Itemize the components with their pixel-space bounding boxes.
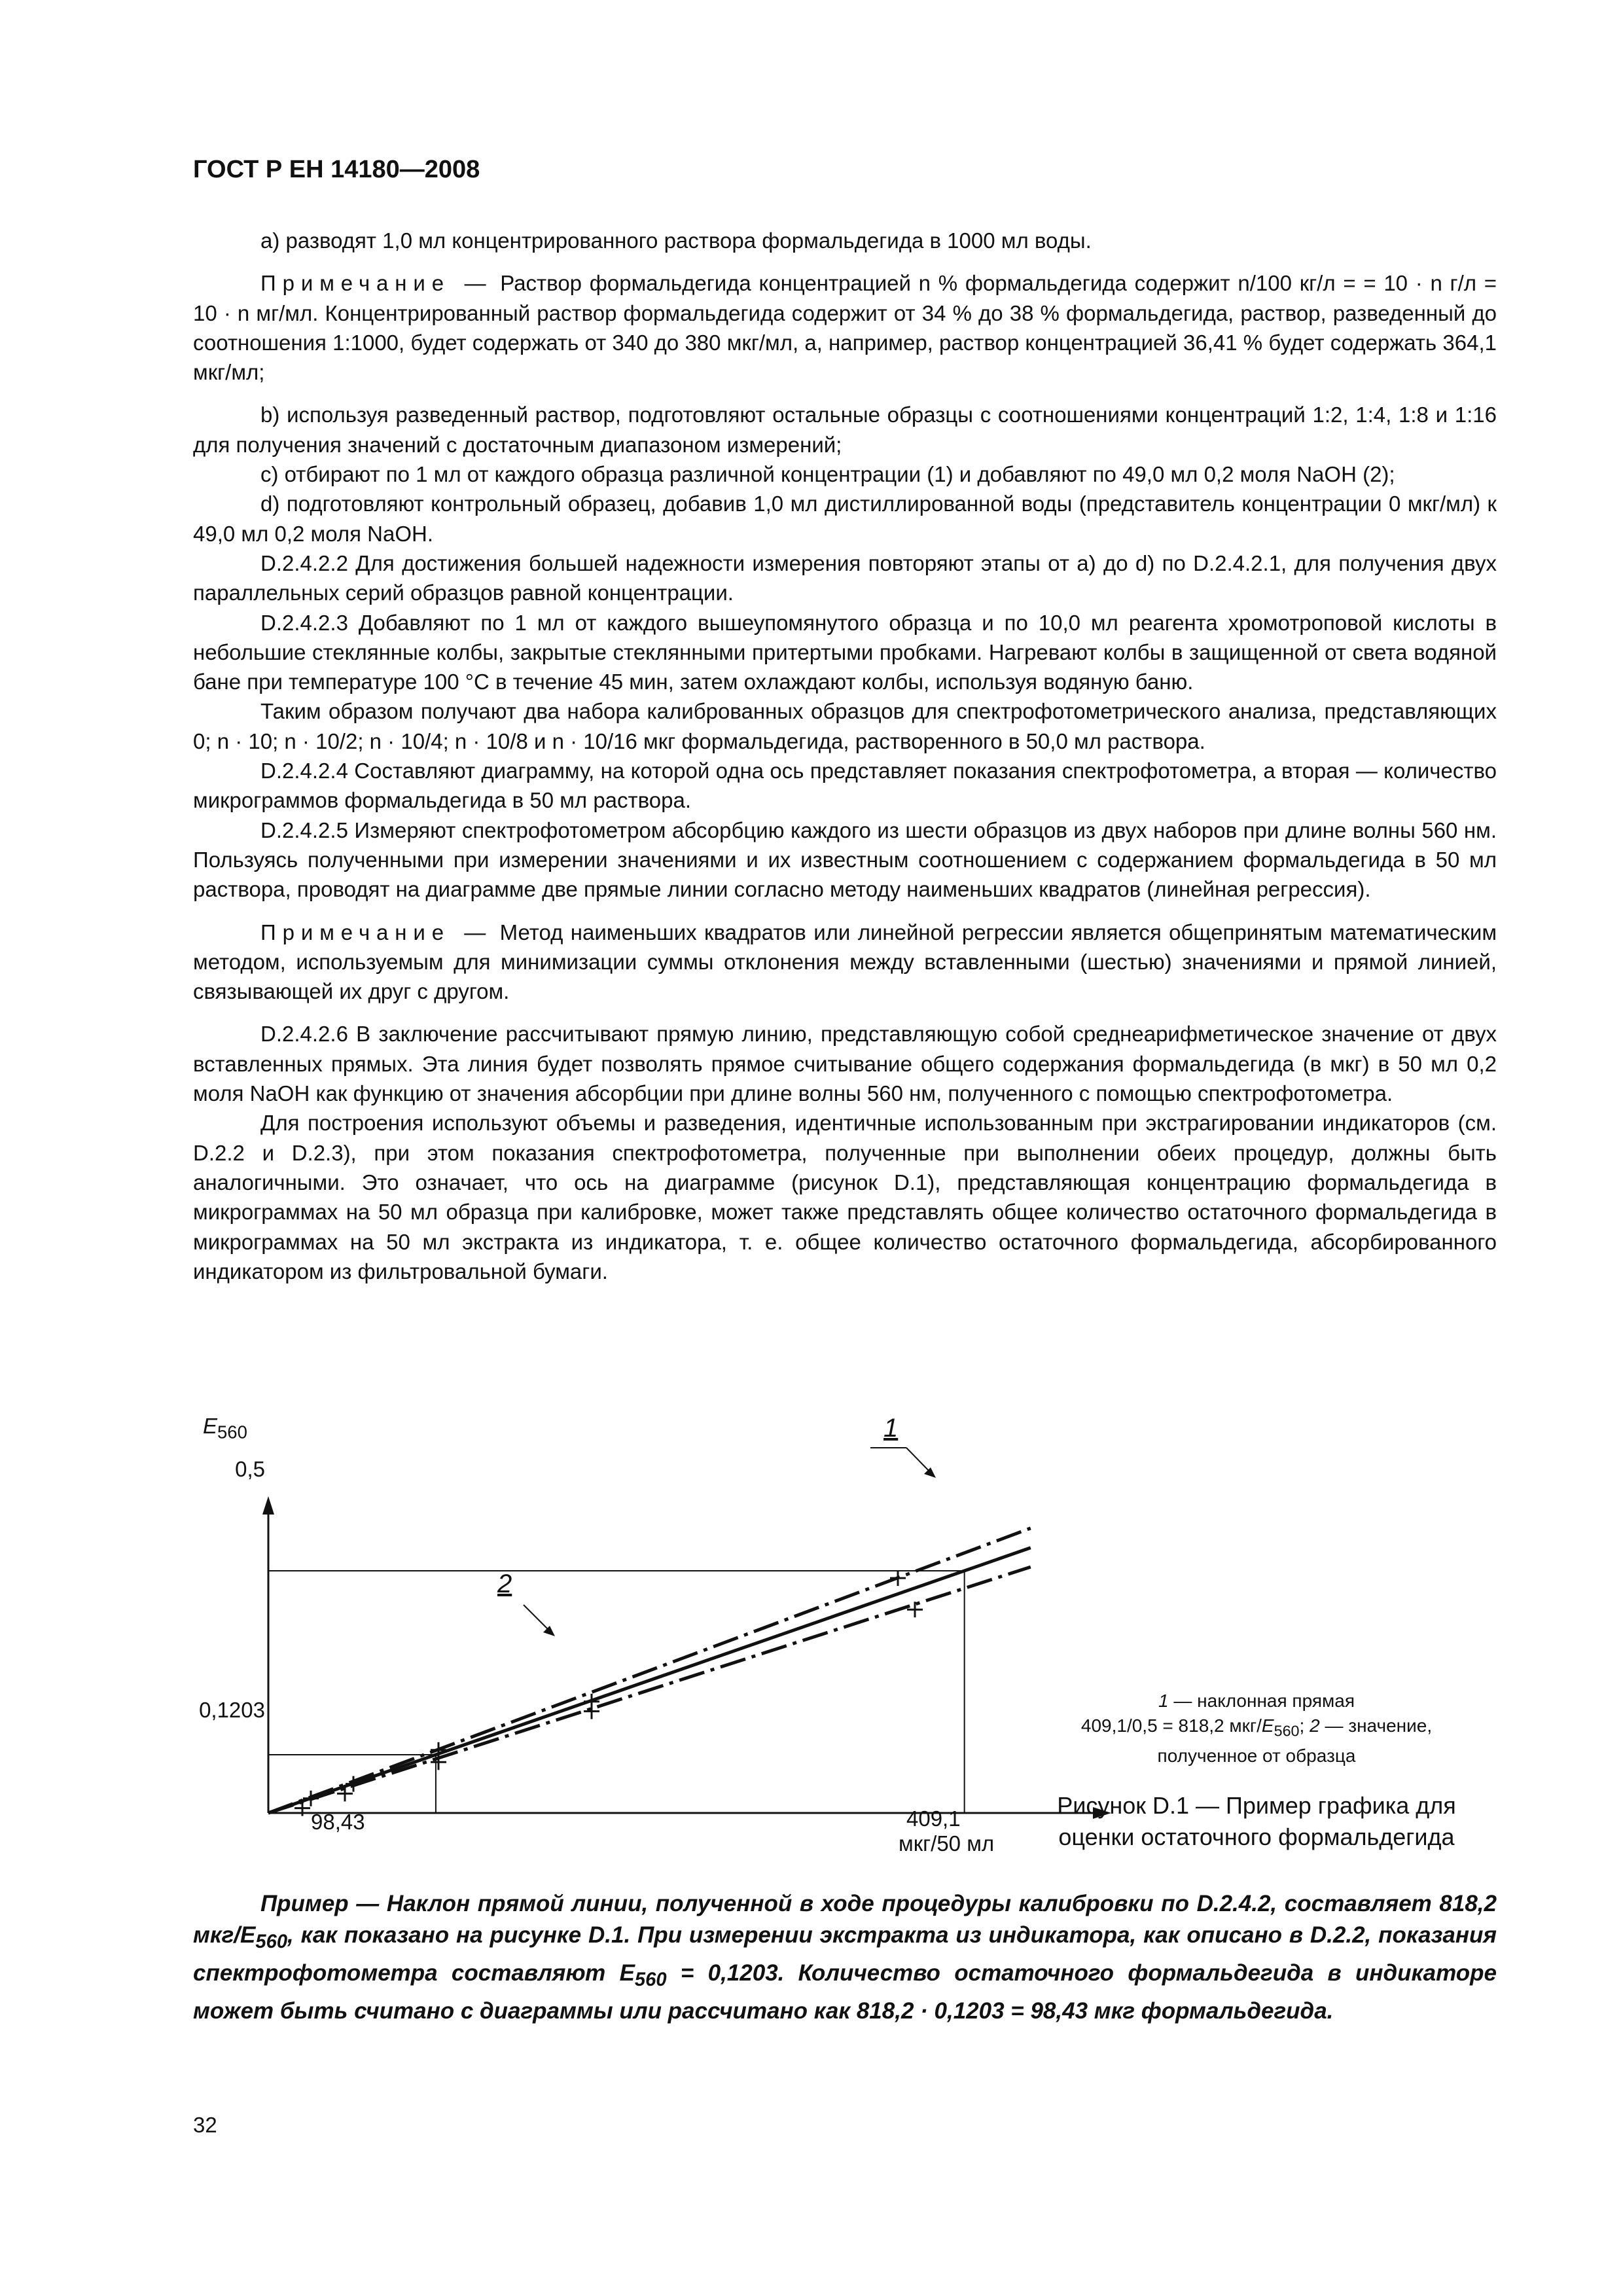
paragraph: D.2.4.2.2 Для достижения большей надежности измерения повторяют этапы от a) до d) по D.2.4.2.1, для получения двух параллельных серий образцов равной концентрации. (193, 550, 1497, 605)
note-label: Примечание — (260, 920, 493, 944)
caption-line: Рисунок D.1 — Пример графика для (1057, 1792, 1456, 1819)
paragraph: Для построения используют объемы и разведения, идентичные использованным при экстрагировании индикаторов (см. D.2.2 и D.2.3), при этом показания спектрофотометра, полученные при выполнении обеих процедур, должны быть аналогичными. Это означает, что ось на диаграмме (рисунок D.1), представляющая концентрацию формальдегида в микрограммах на 50 мл образца при калибровке, может также представлять общее количество остаточного формальдегида в микрограммах на 50 мл экстракта из индикатора, т. е. общее количество остаточного формальдегида, абсорбированного индикатором из фильтровальной бумаги. (193, 1111, 1497, 1283)
example-paragraph: Пример — Наклон прямой линии, полученной в ходе процедуры калибровки по D.2.4.2, составляет 818,2 мкг/$E_{560}$, как показано на рисунке D.1. При измерении экстракта из индикатора, как описано в D.2.2, показания спектрофотометра составляют $E_{560} = 0,1203$. Количество остаточного формальдегида в индикаторе может быть считано с диаграммы или рассчитано как 818,2 · 0,1203 = 98,43 мкг формальдегида. (193, 1891, 1497, 2024)
legend-item-1-formula: 409,1/0,5 = 818,2 мкг/$E_{560}$; 2 — значение, (1080, 1715, 1433, 1740)
note-paragraph (193, 268, 1497, 387)
body-text (193, 226, 1497, 1286)
paragraph: Таким образом получают два набора калиброванных образцов для спектрофотометрического анализа, представляющих 0; n · 10; n · 10/2; n · 10/4; n · 10/8 и n · 10/16 мкг формальдегида, растворенного в 50,0 мл раствора. (193, 699, 1497, 753)
data-point (303, 1791, 319, 1806)
paragraph: D.2.4.2.4 Составляют диаграмму, на которой одна ось представляет показания спектрофотометра, а вторая — количество микрограммов формальдегида в 50 мл раствора. (193, 759, 1497, 813)
note-text: Метод наименьших квадратов или линейной регрессии является общепринятым математическим методом, используемым для минимизации суммы отклонения между вставленными (шестью) значениями и прямой линией, связывающей их друг с другом. (193, 920, 1497, 1004)
y-axis-label: $E_{560}$ (203, 1414, 247, 1443)
callout-2-arrowhead (543, 1626, 555, 1636)
x-tick-label: 409,1 (906, 1806, 961, 1831)
callout-1-leader (906, 1448, 931, 1473)
callout-2-leader (524, 1605, 550, 1631)
paragraph: d) подготовляют контрольный образец, добавив 1,0 мл дистиллированной воды (представитель концентрации 0 мкг/мл) к 49,0 мл 0,2 моля NaOH. (193, 492, 1497, 546)
x-tick-label: 98,43 (311, 1810, 365, 1834)
paragraph: a) разводят 1,0 мл концентрированного раствора формальдегида в 1000 мл воды. (260, 228, 1092, 253)
legend-item-1: 1 — наклонная прямая (1158, 1691, 1355, 1711)
y-tick-label: 0,5 (235, 1457, 265, 1481)
page-header: ГОСТ Р ЕН 14180—2008 (193, 156, 480, 183)
series-line-1 (268, 1548, 1031, 1813)
note-paragraph (193, 918, 1497, 1007)
calibration-chart (164, 1394, 1113, 1865)
note-label: Примечание — (260, 271, 493, 296)
legend-item-2: полученное от образца (1157, 1745, 1356, 1766)
callout-1-arrowhead (924, 1467, 936, 1478)
paragraph: D.2.4.2.5 Измеряют спектрофотометром абсорбцию каждого из шести образцов из двух наборов при длине волны 560 нм. Пользуясь полученными при измерении значениями и их известным соотношением с содержанием формальдегида в 50 мл раствора, проводят на диаграмме две прямые линии согласно методу наименьших квадратов (линейная регрессия). (193, 817, 1497, 902)
callout-2: 2 (497, 1570, 512, 1598)
y-axis-arrow (262, 1496, 274, 1515)
calibration-figure (164, 1394, 1113, 1865)
paragraph: D.2.4.2.6 В заключение рассчитывают прямую линию, представляющую собой среднеарифметическое значение от двух вставленных прямых. Эта линия будет позволять прямое считывание общего содержания формальдегида (в мкг) в 50 мл 0,2 моля NaOH как функцию от значения абсорбции при длине волны 560 нм, полученного с помощью спектрофотометра. (193, 1022, 1497, 1106)
page-number: 32 (193, 2113, 217, 2137)
x-axis-label: мкг/50 мл (899, 1831, 995, 1856)
figure-caption (1047, 1790, 1466, 1853)
paragraph: b) используя разведенный раствор, подготовляют остальные образцы с соотношениями концентраций 1:2, 1:4, 1:8 и 1:16 для получения значений с достаточным диапазоном измерений; (193, 403, 1497, 457)
data-point (907, 1602, 923, 1617)
figure-legend (1047, 1689, 1466, 1768)
note-text: Раствор формальдегида концентрацией n % формальдегида содержит n/100 кг/л = = 10 · n г/л = 10 · n мг/мл. Концентрированный раствор формальдегида содержит от 34 % до 38 % формальдегида, раствор, разведенный до соотношения 1:1000, будет содержать от 340 до 380 мкг/мл, а, например, раствор концентрацией 36,41 % будет содержать 364,1 мкг/мл; (193, 271, 1497, 385)
callout-1: 1 (883, 1414, 899, 1443)
series-line-3 (268, 1567, 1031, 1813)
caption-line: оценки остаточного формальдегида (1058, 1823, 1455, 1850)
paragraph: D.2.4.2.3 Добавляют по 1 мл от каждого вышеупомянутого образца и по 10,0 мл реагента хромотроповой кислоты в небольшие стеклянные колбы, закрытые стеклянными притертыми пробками. Нагревают колбы в защищенной от света водяной бане при температуре 100 °С в течение 45 мин, затем охлаждают колбы, используя водяную баню. (193, 610, 1497, 694)
paragraph: c) отбирают по 1 мл от каждого образца различной концентрации (1) и добавляют по 49,0 мл 0,2 моля NaOH (2); (260, 462, 1395, 487)
data-point (890, 1570, 906, 1586)
y-tick-label: 0,1203 (199, 1698, 265, 1722)
